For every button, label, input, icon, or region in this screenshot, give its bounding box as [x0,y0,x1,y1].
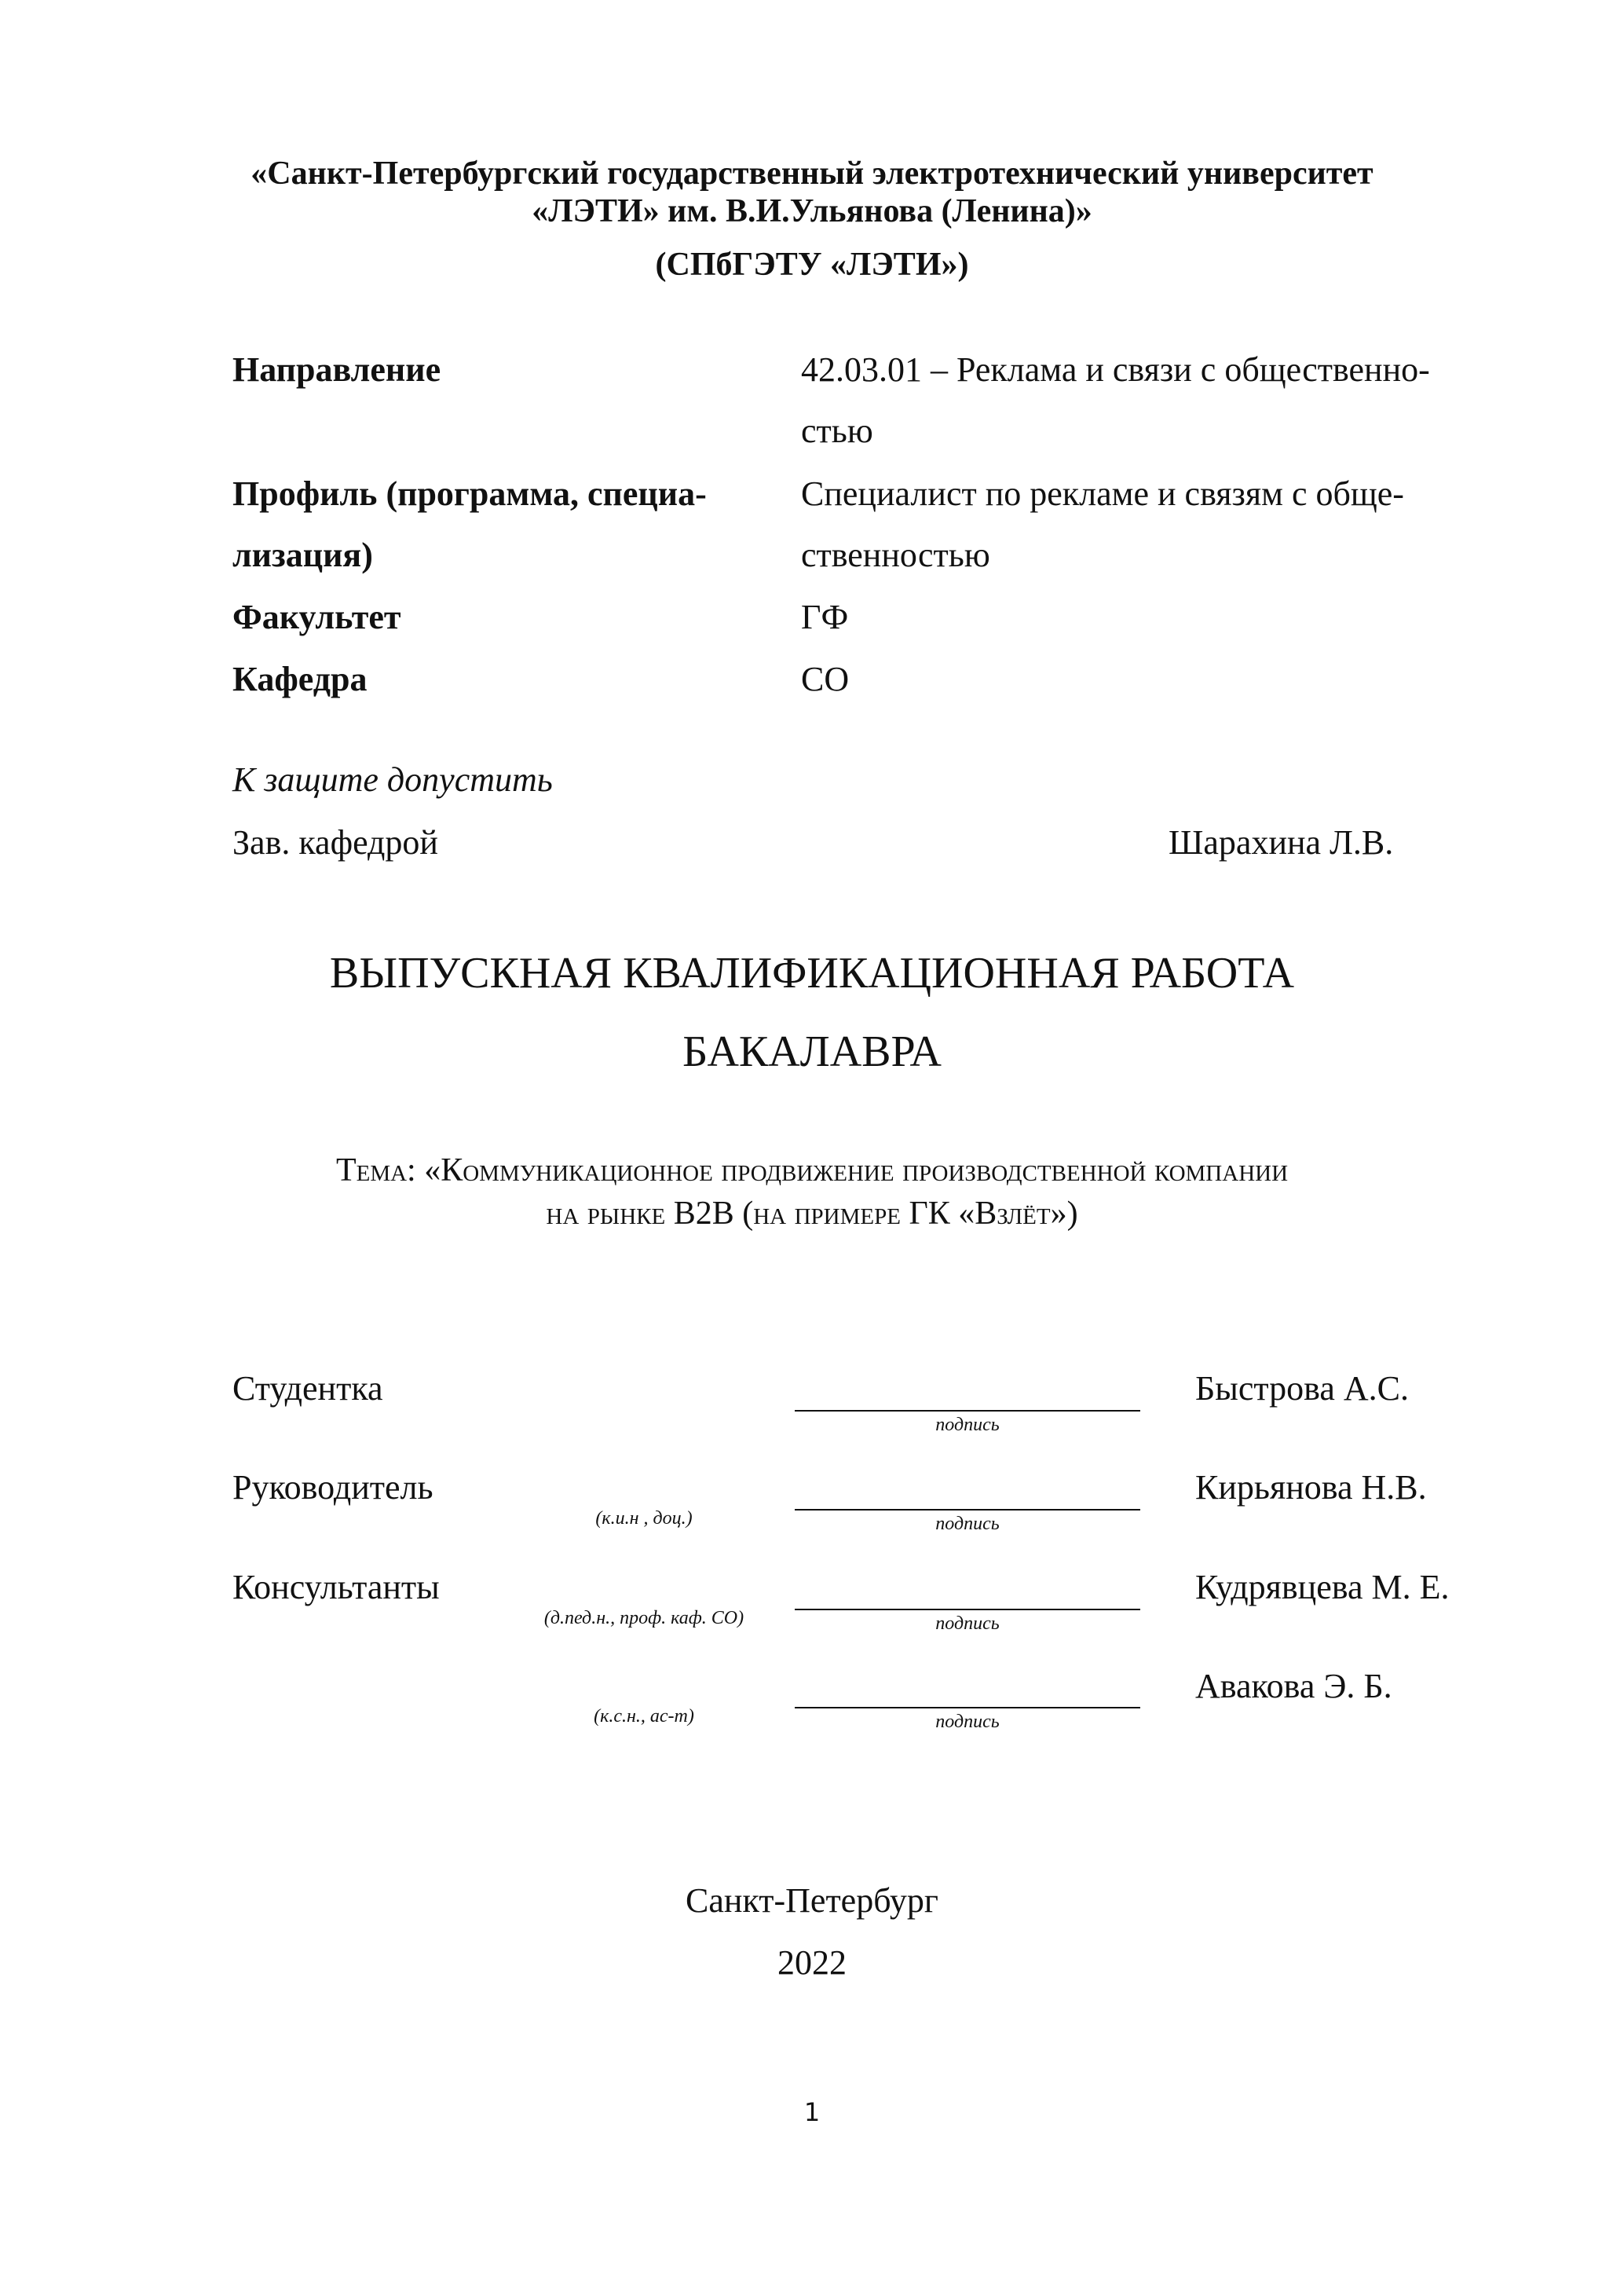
admission-note: К защите допустить [232,760,553,799]
university-abbreviation: (СПбГЭТУ «ЛЭТИ») [655,247,969,283]
direction-label: Направление [232,350,441,389]
supervisor-signature-caption: подпись [935,1514,1000,1534]
university-name-line1: «Санкт-Петербургский государственный электротехнический университет [251,156,1373,192]
profile-label-line1: Профиль (программа, специа- [232,474,707,513]
supervisor-name: Кирьянова Н.В. [1195,1468,1427,1507]
student-signature-caption: подпись [935,1415,1000,1435]
direction-value-line1: 42.03.01 – Реклама и связи с общественно- [801,350,1430,389]
consultant1-name: Кудрявцева М. Е. [1195,1568,1450,1606]
faculty-value: ГФ [801,598,849,636]
consultant1-degree: (д.пед.н., проф. каф. СО) [543,1608,744,1628]
supervisor-label: Руководитель [232,1468,433,1507]
student-name: Быстрова А.С. [1195,1369,1409,1408]
supervisor-signature-line [795,1509,1140,1511]
consultant1-signature-caption: подпись [935,1613,1000,1634]
department-label: Кафедра [232,660,368,698]
page-number: 1 [803,2097,821,2127]
consultant2-degree: (к.с.н., ас-т) [594,1706,694,1727]
profile-label-line2: лизация) [232,536,373,574]
profile-value-line2: ственностью [801,536,990,574]
consultant2-name: Авакова Э. Б. [1195,1667,1392,1705]
theme-line2: на рынке B2B (на примере ГК «Взлёт») [546,1196,1078,1232]
department-value: СО [801,660,850,698]
university-name-line2: «ЛЭТИ» им. В.И.Ульянова (Ленина)» [532,193,1092,229]
supervisor-degree: (к.и.н , доц.) [595,1508,693,1529]
head-of-department-label: Зав. кафедрой [232,823,438,862]
profile-value-line1: Специалист по рекламе и связям с обще- [801,474,1404,513]
work-title-line1: ВЫПУСКНАЯ КВАЛИФИКАЦИОННАЯ РАБОТА [329,949,1295,998]
theme-line1: Тема: «Коммуникационное продвижение производственной компании [335,1152,1289,1188]
consultant2-signature-caption: подпись [935,1712,1000,1732]
direction-value-line2: стью [801,412,873,450]
work-title-line2: БАКАЛАВРА [682,1027,942,1076]
year: 2022 [777,1943,847,1982]
consultants-label: Консультанты [232,1568,440,1606]
consultant1-signature-line [795,1609,1140,1610]
consultant2-signature-line [795,1707,1140,1708]
faculty-label: Факультет [232,598,401,636]
head-of-department-name: Шарахина Л.В. [1169,823,1394,862]
student-label: Студентка [232,1369,383,1408]
city: Санкт-Петербург [686,1881,938,1920]
student-signature-line [795,1410,1140,1412]
